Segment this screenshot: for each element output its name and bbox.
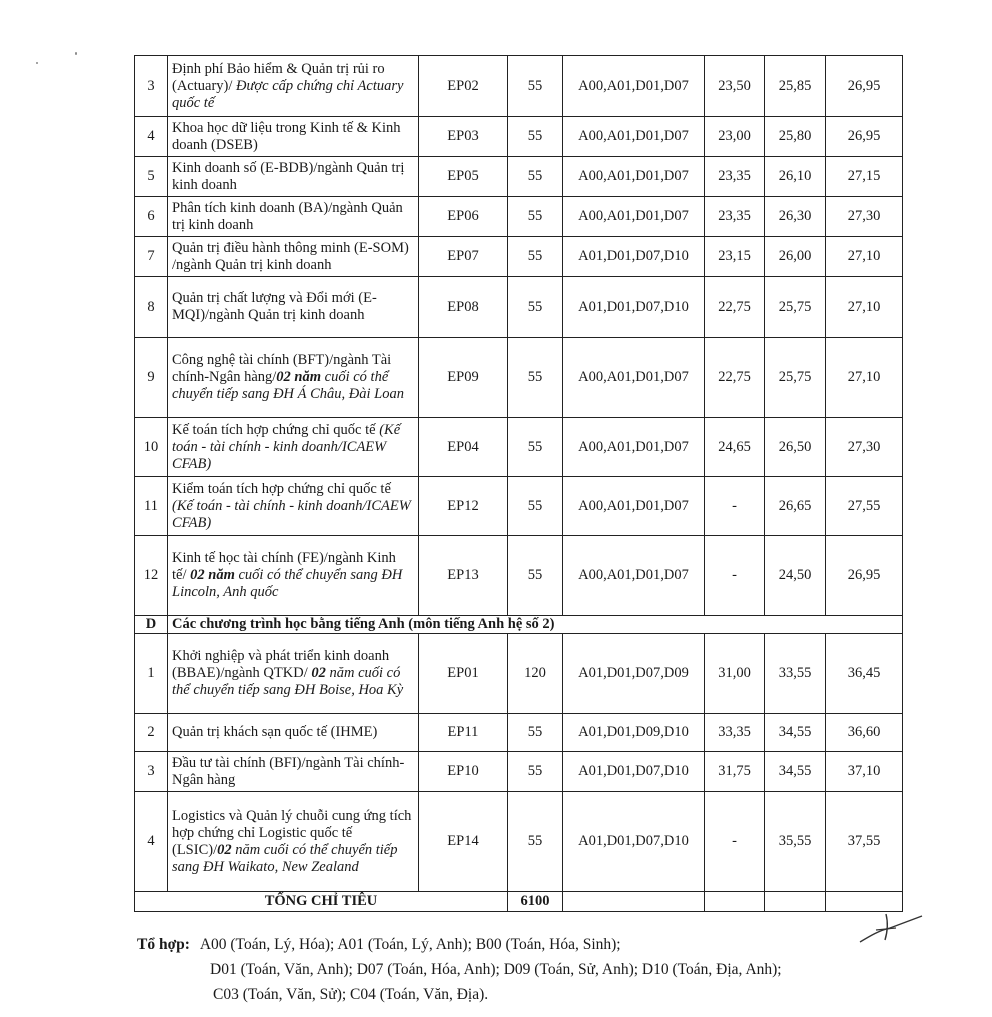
row-number: 7 [135,237,168,277]
quota: 55 [508,714,563,752]
program-name-text: Quản trị điều hành thông minh (E-SOM) /ngành Quản trị kinh doanh [172,239,409,273]
program-name-text: Kinh doanh số (E-BDB)/ngành Quản trị kinh doanh [172,159,405,193]
score-col-2: 34,55 [765,752,826,792]
program-name-text: năm cuối có thể chuyển tiếp sang ĐH Waikato, New Zealand [172,841,398,875]
score-col-2: 25,75 [765,338,826,418]
subject-combination: A00,A01,D01,D07 [563,197,705,237]
program-name-text: (Kế toán - tài chính - kinh doanh/ICAEW CFAB) [172,497,411,531]
program-name-text: Đầu tư tài chính (BFI)/ngành Tài chính-Ngân hàng [172,754,405,788]
program-code: EP02 [419,56,508,117]
score-col-3: 27,15 [826,157,903,197]
subject-combination: A01,D01,D07,D09 [563,634,705,714]
subject-combination: A01,D01,D07,D10 [563,277,705,338]
program-name-text: Phân tích kinh doanh (BA)/ngành Quản trị kinh doanh [172,199,403,233]
total-quota: 6100 [508,892,563,912]
score-col-3: 27,55 [826,477,903,536]
quota: 55 [508,277,563,338]
program-name [168,157,419,197]
row-number: 8 [135,277,168,338]
score-col-1: 23,15 [705,237,765,277]
quota: 55 [508,477,563,536]
program-row [135,536,903,616]
program-row [135,477,903,536]
score-col-2: 26,50 [765,418,826,477]
program-name-text: Quản trị chất lượng và Đổi mới (E-MQI)/ngành Quản trị kinh doanh [172,290,377,323]
legend-label: Tổ hợp: [137,936,190,953]
quota: 55 [508,197,563,237]
subject-combination: A00,A01,D01,D07 [563,117,705,157]
score-col-2: 35,55 [765,792,826,892]
program-row [135,277,903,338]
program-code: EP06 [419,197,508,237]
quota: 55 [508,157,563,197]
subject-combination: A00,A01,D01,D07 [563,536,705,616]
score-col-1: 22,75 [705,277,765,338]
score-col-3: 27,10 [826,277,903,338]
program-row [135,418,903,477]
program-name-text: Kế toán tích hợp chứng chỉ quốc tế [172,421,380,438]
subject-combination: A01,D01,D07,D10 [563,752,705,792]
scan-mark [75,52,77,55]
program-name [168,418,419,477]
legend-line-3: C03 (Toán, Văn, Sử); C04 (Toán, Văn, Địa). [213,986,489,1003]
program-name [168,752,419,792]
quota: 55 [508,792,563,892]
subject-combination: A01,D01,D07,D10 [563,237,705,277]
section-d [135,616,903,634]
quota: 55 [508,237,563,277]
score-col-1: 23,35 [705,197,765,237]
program-name-text: năm cuối có thể chuyển tiếp sang ĐH Boise, Hoa Kỳ [172,665,404,698]
program-name-text: Định phí Bảo hiểm & Quản trị rủi ro (Actuary)/ [172,60,385,94]
english-program-rows [135,634,903,892]
section-header-row [135,616,903,634]
program-code: EP14 [419,792,508,892]
score-col-2: 24,50 [765,536,826,616]
score-col-3: 27,10 [826,237,903,277]
total-row [135,892,903,912]
row-number: 2 [135,714,168,752]
row-number: 3 [135,752,168,792]
score-col-2: 33,55 [765,634,826,714]
total-empty-cell [563,892,705,912]
section-title: Các chương trình học bằng tiếng Anh (môn tiếng Anh hệ số 2) [168,616,903,634]
total-section [135,892,903,912]
subject-combination: A01,D01,D07,D10 [563,792,705,892]
program-name [168,277,419,338]
row-number: 4 [135,792,168,892]
row-number: 9 [135,338,168,418]
legend-text: A00 (Toán, Lý, Hóa); A01 (Toán, Lý, Anh); B00 (Toán, Hóa, Sinh); [199,936,621,953]
quota: 55 [508,752,563,792]
score-col-1: 33,35 [705,714,765,752]
program-code: EP11 [419,714,508,752]
program-name-text: Khởi nghiệp và phát triển kinh doanh (BBAE)/ngành QTKD/ [172,648,390,681]
program-name [168,714,419,752]
score-col-1: 31,00 [705,634,765,714]
program-code: EP13 [419,536,508,616]
program-name [168,117,419,157]
score-col-3: 26,95 [826,117,903,157]
program-row [135,714,903,752]
program-name [168,792,419,892]
score-col-1: 23,35 [705,157,765,197]
total-empty-cell [826,892,903,912]
score-col-2: 26,65 [765,477,826,536]
quota: 55 [508,338,563,418]
program-name [168,56,419,117]
program-row [135,117,903,157]
quota: 55 [508,117,563,157]
program-code: EP01 [419,634,508,714]
program-name [168,536,419,616]
subject-combination: A00,A01,D01,D07 [563,477,705,536]
score-col-3: 27,30 [826,197,903,237]
program-name-text: Kiểm toán tích hợp chứng chỉ quốc tế [172,480,391,497]
score-col-1: 23,00 [705,117,765,157]
total-empty-cell [765,892,826,912]
legend-line-1 [137,932,927,957]
program-row [135,56,903,117]
score-col-1: 22,75 [705,338,765,418]
program-row [135,157,903,197]
legend-line-2: D01 (Toán, Văn, Anh); D07 (Toán, Hóa, Anh); D09 (Toán, Sử, Anh); D10 (Toán, Địa, Anh); [210,961,782,978]
row-number: 3 [135,56,168,117]
quota: 120 [508,634,563,714]
score-col-3: 37,10 [826,752,903,792]
program-code: EP10 [419,752,508,792]
program-code: EP08 [419,277,508,338]
row-number: 5 [135,157,168,197]
program-rows [135,56,903,616]
subject-combination: A01,D01,D09,D10 [563,714,705,752]
program-row [135,338,903,418]
score-col-1: 23,50 [705,56,765,117]
program-name [168,237,419,277]
combination-legend [137,932,927,1007]
score-col-2: 34,55 [765,714,826,752]
score-col-1: - [705,536,765,616]
program-row [135,792,903,892]
subject-combination: A00,A01,D01,D07 [563,418,705,477]
program-name-text: Logistics và Quản lý chuỗi cung ứng tích hợp chứng chỉ Logistic quốc tế (LSIC)/ [172,807,412,858]
program-name-text: cuối có thể chuyển sang ĐH Lincoln, Anh quốc [172,567,403,600]
program-name [168,634,419,714]
score-col-2: 26,10 [765,157,826,197]
program-row [135,197,903,237]
program-code: EP03 [419,117,508,157]
program-code: EP05 [419,157,508,197]
score-col-3: 26,95 [826,536,903,616]
program-name-text: Được cấp chứng chỉ Actuary quốc tế [172,77,404,111]
admission-table [134,55,903,912]
score-col-3: 27,30 [826,418,903,477]
total-empty-cell [705,892,765,912]
score-col-2: 25,85 [765,56,826,117]
row-number: 6 [135,197,168,237]
program-name-text: 02 [217,841,232,858]
program-code: EP07 [419,237,508,277]
program-code: EP04 [419,418,508,477]
quota: 55 [508,56,563,117]
program-name [168,477,419,536]
row-number: 10 [135,418,168,477]
subject-combination: A00,A01,D01,D07 [563,338,705,418]
scan-mark [36,62,38,64]
quota: 55 [508,418,563,477]
score-col-1: 31,75 [705,752,765,792]
quota: 55 [508,536,563,616]
program-code: EP12 [419,477,508,536]
program-name-text: 02 [311,665,326,681]
row-number: 1 [135,634,168,714]
subject-combination: A00,A01,D01,D07 [563,56,705,117]
program-code: EP09 [419,338,508,418]
score-col-3: 37,55 [826,792,903,892]
program-name-text: 02 năm [190,567,235,583]
program-name-text: Quản trị khách sạn quốc tế (IHME) [172,724,378,740]
subject-combination: A00,A01,D01,D07 [563,157,705,197]
row-number: 4 [135,117,168,157]
score-col-3: 27,10 [826,338,903,418]
score-col-3: 36,45 [826,634,903,714]
row-number: 12 [135,536,168,616]
score-col-2: 26,00 [765,237,826,277]
program-name [168,338,419,418]
program-name-text: Kinh tế học tài chính (FE)/ngành Kinh tế/ [172,550,396,583]
score-col-1: 24,65 [705,418,765,477]
row-number: 11 [135,477,168,536]
program-name-text: cuối có thể chuyển tiếp sang ĐH Á Châu, Đài Loan [172,369,404,402]
program-row [135,752,903,792]
program-row [135,237,903,277]
program-name-text: 02 năm [276,369,322,385]
program-name-text: (Kế toán - tài chính - kinh doanh/ICAEW CFAB) [172,421,401,472]
program-name-text: Công nghệ tài chính (BFT)/ngành Tài chính-Ngân hàng/ [172,352,392,385]
score-col-2: 26,30 [765,197,826,237]
section-id: D [135,616,168,634]
score-col-3: 36,60 [826,714,903,752]
score-col-3: 26,95 [826,56,903,117]
program-row [135,634,903,714]
program-name-text: Khoa học dữ liệu trong Kinh tế & Kinh doanh (DSEB) [172,119,401,153]
program-name [168,197,419,237]
total-label: TỔNG CHỈ TIÊU [135,892,508,912]
score-col-2: 25,75 [765,277,826,338]
score-col-1: - [705,792,765,892]
score-col-2: 25,80 [765,117,826,157]
score-col-1: - [705,477,765,536]
